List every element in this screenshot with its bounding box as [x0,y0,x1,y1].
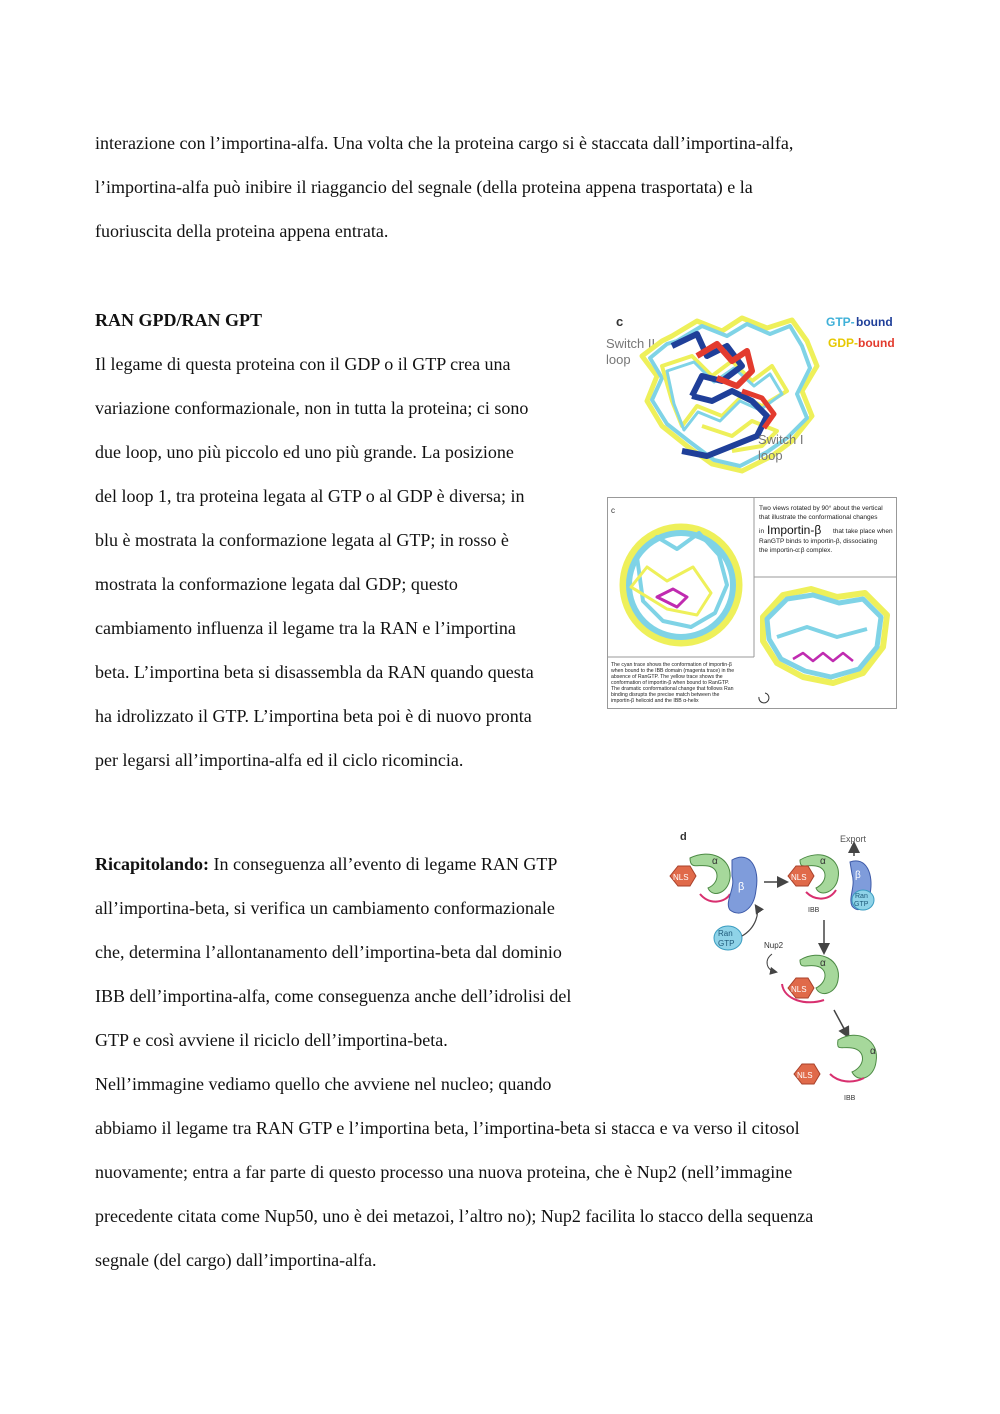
ran-label-1: Ran [718,929,733,938]
importin-left-caption-4: conformation of importin-β when bound to RanGTP. [611,680,730,686]
cycle-panel-letter: d [680,831,687,843]
ran-heading: RAN GPD/RAN GPT [95,310,262,330]
recap-line-7: abbiamo il legame tra RAN GTP e l’importina beta, l’importina-beta si stacca e va verso il citosol [95,1118,800,1138]
importin-left-caption-6: binding disrupts the precise match between the [611,692,720,698]
ran-line-5: blu è mostrata la conformazione legata al GTP; in rosso è [95,530,509,550]
complex-alpha-beta [670,854,757,913]
ran-label-2: Ran [855,893,868,900]
recap-line-6: Nell’immagine vediamo quello che avviene nel nucleo; quando [95,1074,552,1094]
free-alpha [794,1035,876,1102]
recap-line-1-text: In conseguenza all’evento di legame RAN GTP [209,854,558,874]
ran-line-8: beta. L’importina beta si disassembla da RAN quando questa [95,662,534,682]
importin-cycle-figure [660,828,892,1108]
importin-left-caption-2: when bound to the IBB domain (magenta trace) in the [611,668,735,674]
recap-line-9: precedente citata come Nup50, uno è dei metazoi, l’altro no); Nup2 facilita lo stacco della sequenza [95,1206,814,1226]
ran-line-3: due loop, uno più piccolo ed uno più grande. La posizione [95,442,514,462]
nls-label-1: NLS [673,873,689,882]
legend-gtp-bound: bound [856,315,893,329]
beta-label-2: β [855,870,861,881]
recap-line-2: all’importina-beta, si verifica un cambiamento conformazionale [95,898,555,918]
importin-beta-figure [607,497,897,709]
switch1-label-1: Switch I [758,432,804,447]
ran-line-2: variazione conformazionale, non in tutta la proteina; ci sono [95,398,529,418]
nls-label-3: NLS [791,985,807,994]
intro-line-3: fuoriuscita della proteina appena entrata. [95,221,389,241]
gtp-label-2: GTP [854,901,869,908]
importin-caption-line-4: RanGTP binds to importin-β, dissociating [759,538,878,545]
intro-line-2: l’importina-alfa può inibire il riaggancio del segnale (della proteina appena trasportata) e la [95,177,753,197]
ran-gtp-free [714,926,742,950]
complex-after-ran [788,855,874,914]
importin-caption-rest: that take place when [833,528,893,535]
nup2-label: Nup2 [764,941,784,950]
intro-line-1: interazione con l’importina-alfa. Una volta che la proteina cargo si è staccata dall’importina-alfa, [95,133,794,153]
nls-label-2: NLS [791,873,807,882]
importin-left-caption-5: The dramatic conformational change that follows Ran [611,686,734,692]
switch1-label-2: loop [758,448,783,463]
importin-caption-line-1: Two views rotated by 90° about the vertical [759,505,883,512]
recap-line-5: GTP e così avviene il riciclo dell’importina-beta. [95,1030,448,1050]
legend-gdp-bound: bound [858,336,895,350]
recap-line-3: che, determina l’allontanamento dell’importina-beta dal dominio [95,942,562,962]
export-label: Export [840,834,867,844]
importin-panel-letter: c [611,506,615,515]
importin-left-caption-1: The cyan trace shows the conformation of importin-β [611,662,732,668]
alpha-with-nup2 [764,941,838,1002]
gtp-label-1: GTP [718,939,735,948]
switch2-label-1: Switch II [606,336,656,351]
importin-left-caption-7: importin-β helicoid and the IBB α-helix [611,698,699,704]
ran-structure-figure [602,306,898,484]
importin-caption-title: Importin-β [767,523,822,537]
importin-caption-line-2: that illustrate the conformational changes [759,514,878,521]
legend-gtp-prefix: GTP- [826,315,855,329]
ran-line-10: per legarsi all’importina-alfa ed il ciclo ricomincia. [95,750,464,770]
nls-label-4: NLS [797,1071,813,1080]
alpha-label-2: α [820,856,826,867]
alpha-label-1: α [712,856,718,867]
recap-line-1 [95,853,557,875]
importin-caption-line-5: the importin-α:β complex. [759,547,833,554]
ran-line-1: Il legame di questa proteina con il GDP o il GTP crea una [95,354,511,374]
ran-line-4: del loop 1, tra proteina legata al GTP o al GDP è diversa; in [95,486,525,506]
ran-line-9: ha idrolizzato il GTP. L’importina beta poi è di nuovo pronta [95,706,532,726]
importin-left-caption-3: absence of RanGTP. The yellow trace shows the [611,674,723,680]
beta-label-1: β [738,881,745,893]
switch2-label-2: loop [606,352,631,367]
arrow-diagonal [834,1010,848,1036]
recap-line-8: nuovamente; entra a far parte di questo processo una nuova proteina, che è Nup2 (nell’immagine [95,1162,793,1182]
ibb-label-2: IBB [844,1095,856,1102]
recap-line-10: segnale (del cargo) dall’importina-alfa. [95,1250,377,1270]
ran-figure-panel-letter: c [616,314,624,329]
recap-heading: Ricapitolando: [95,854,210,874]
alpha-label-3: α [820,958,826,969]
ibb-label-1: IBB [808,907,820,914]
legend-gdp-prefix: GDP- [828,336,858,350]
ran-line-6: mostrata la conformazione legata dal GDP; questo [95,574,458,594]
importin-caption-in: in [759,528,765,535]
ran-line-7: cambiamento influenza il legame tra la RAN e l’importina [95,618,516,638]
recap-line-4: IBB dell’importina-alfa, come conseguenza anche dell’idrolisi del [95,986,572,1006]
alpha-label-4: α [870,1046,876,1057]
